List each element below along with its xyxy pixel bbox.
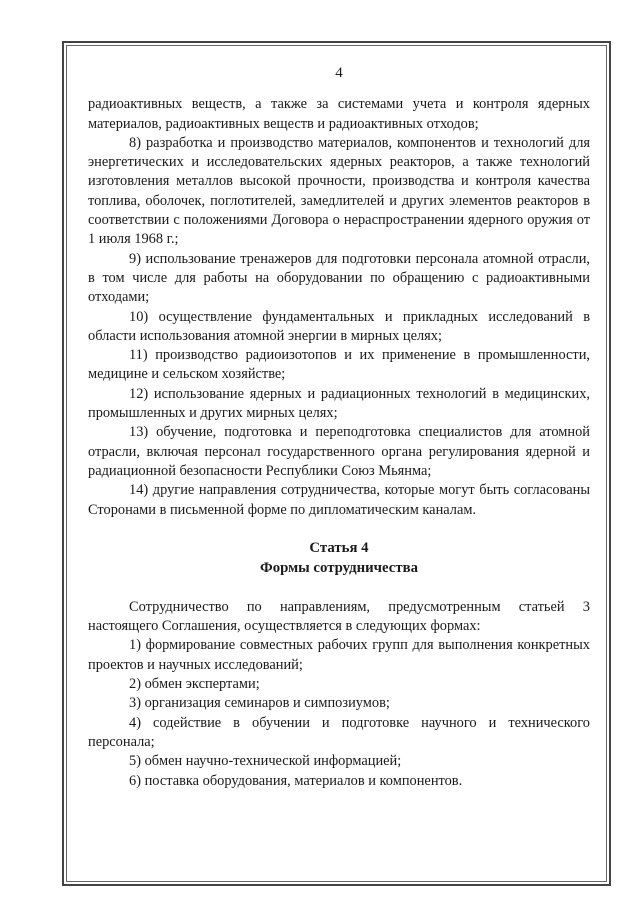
page-number: 4: [335, 65, 343, 81]
article-title-heading: Формы сотрудничества: [259, 559, 419, 576]
form-item-1: 1) формирование совместных рабочих групп для выполнения конкретных проектов и научных исследований;: [88, 637, 590, 673]
list-item-9: 9) использование тренажеров для подготовки персонала атомной отрасли, в том числе для работы на оборудовании по обращению с радиоактивными отходами;: [88, 250, 590, 306]
form-item-5: 5) обмен научно-технической информацией;: [129, 753, 402, 770]
paragraph-continuation: радиоактивных веществ, а также за системами учета и контроля ядерных материалов, радиоактивных веществ и радиоактивных отходов;: [88, 96, 590, 132]
article-3-continuation: [88, 95, 590, 520]
form-item-4: 4) содействие в обучении и подготовке научного и технического персонала;: [88, 714, 590, 750]
article-4-intro: Сотрудничество по направлениям, предусмотренным статьей 3 настоящего Соглашения, осуществляется в следующих формах:: [88, 598, 590, 635]
article-4-body: [88, 598, 590, 791]
list-item-12: 12) использование ядерных и радиационных технологий в медицинских, промышленных и других мирных целях;: [88, 385, 590, 422]
list-item-11: 11) производство радиоизотопов и их применение в промышленности, медицине и сельском хозяйстве;: [88, 347, 590, 383]
article-number-heading: Статья 4: [309, 539, 369, 556]
list-item-8: 8) разработка и производство материалов, компонентов и технологий для энергетических и исследовательских ядерных реакторов, а также технологий изготовления металлов высокой прочности, производства и контроля качества топлива, оболочек, поглотителей, замедлителей и других элементов реакторов в соответствии с положениями Договора о нераспространении ядерного оружия от 1 июля 1968 г.;: [88, 134, 590, 248]
form-item-2: 2) обмен экспертами;: [129, 676, 260, 693]
form-item-6: 6) поставка оборудования, материалов и компонентов.: [129, 772, 463, 789]
form-item-3: 3) организация семинаров и симпозиумов;: [129, 695, 390, 712]
list-item-14: 14) другие направления сотрудничества, которые могут быть согласованы Сторонами в письменной форме по дипломатическим каналам.: [88, 482, 590, 518]
list-item-10: 10) осуществление фундаментальных и прикладных исследований в области использования атомной энергии в мирных целях;: [88, 308, 590, 344]
list-item-13: 13) обучение, подготовка и переподготовка специалистов для атомной отрасли, включая персонал государственного органа регулирования ядерной и радиационной безопасности Республики Союз Мьянма;: [88, 424, 590, 479]
document-body: [88, 64, 590, 791]
